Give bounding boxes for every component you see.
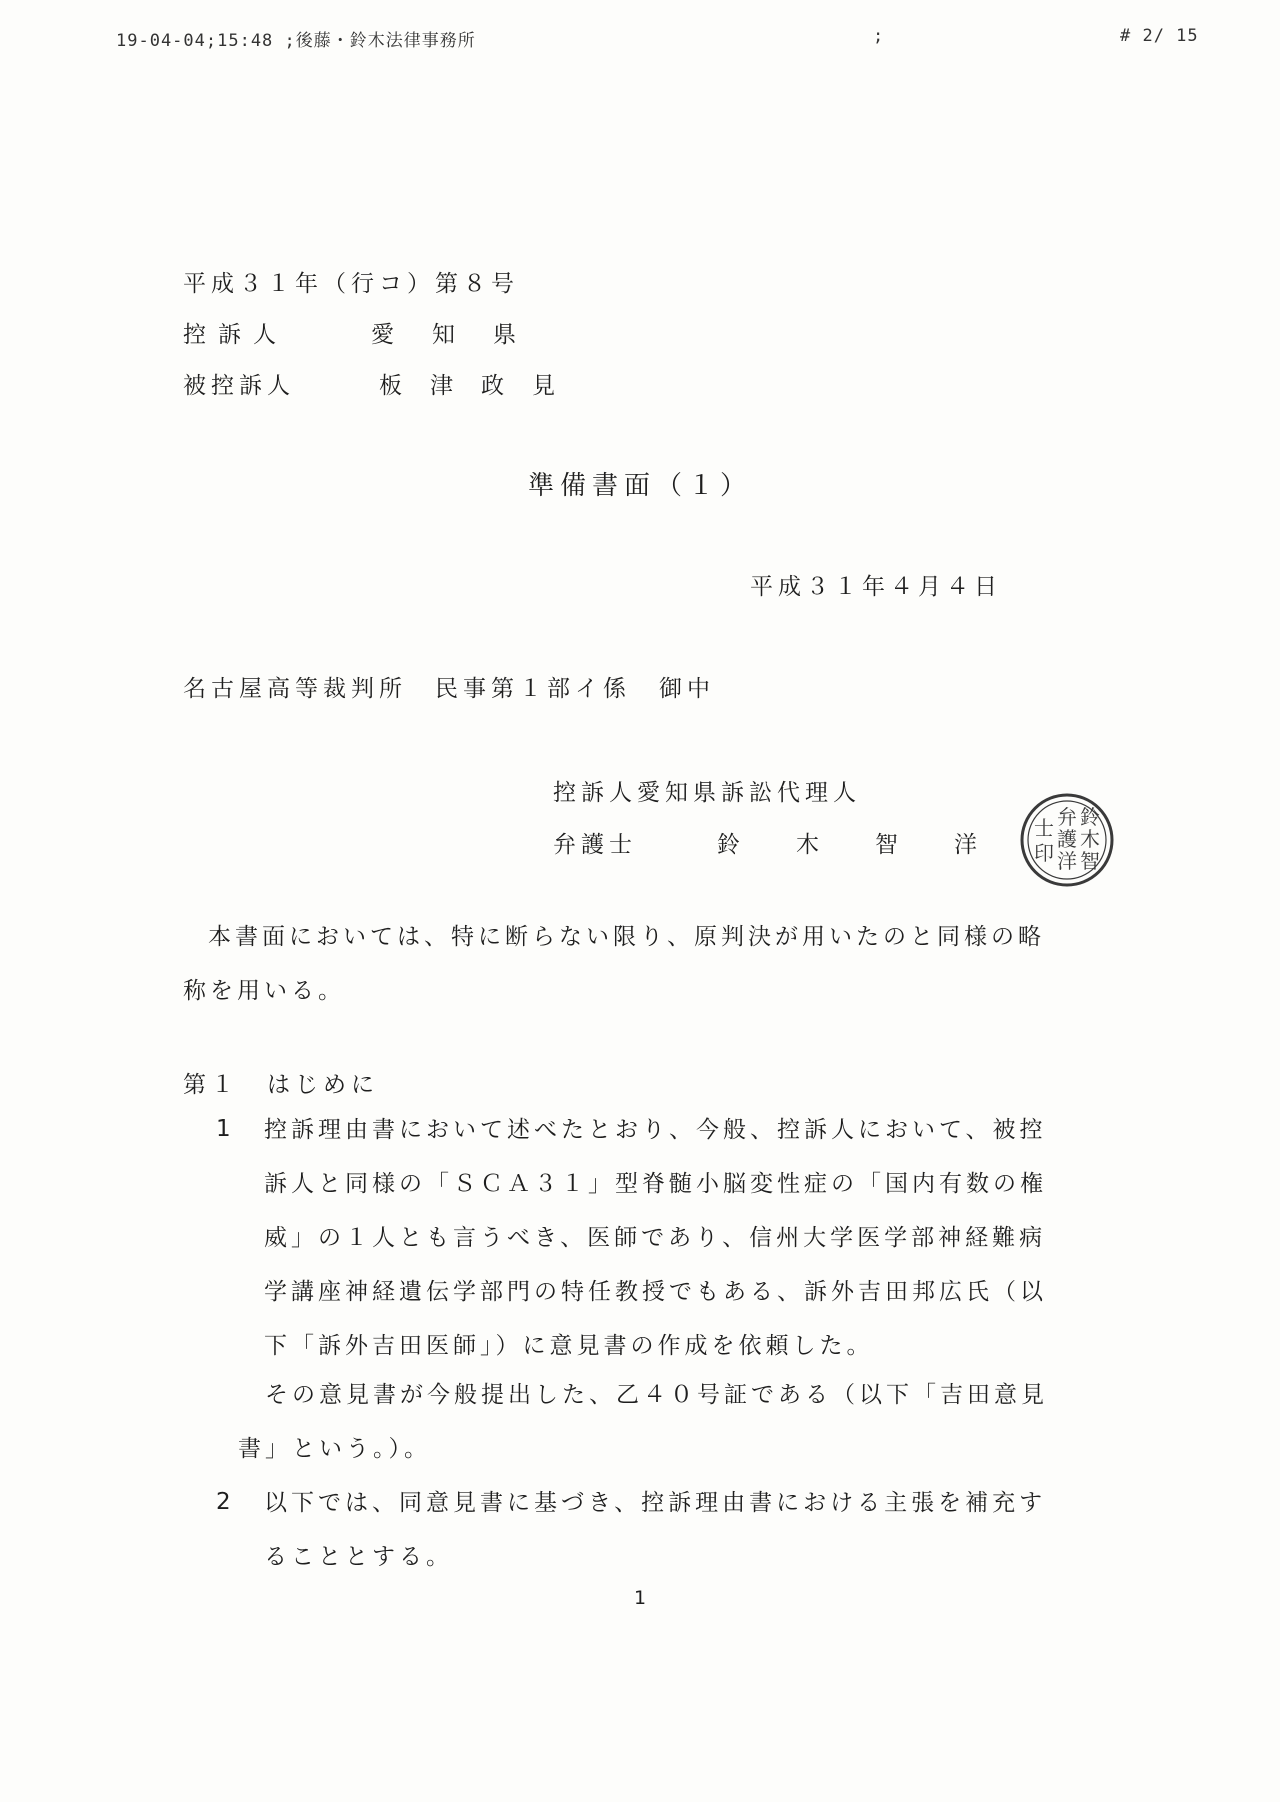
addressee-court: 名古屋高等裁判所 民事第１部イ係 御中 — [183, 676, 715, 702]
svg-text:護: 護 — [1057, 827, 1077, 851]
lawyer-title: 弁護士 — [553, 832, 637, 858]
svg-text:鈴: 鈴 — [1080, 805, 1100, 829]
item-number: 1 — [216, 1116, 231, 1142]
fax-header-page-count: # 2/ 15 — [1120, 26, 1199, 46]
page-number: 1 — [633, 1587, 647, 1609]
agent-label: 控訴人愛知県訴訟代理人 — [553, 780, 861, 806]
item-text: 以下では、同意見書に基づき、控訴理由書における主張を補充することとする。 — [264, 1490, 1047, 1570]
document-date: 平成３１年４月４日 — [750, 574, 1002, 600]
section-heading: 第１ はじめに — [183, 1072, 379, 1098]
svg-text:洋: 洋 — [1057, 849, 1077, 873]
svg-text:木: 木 — [1080, 827, 1100, 851]
party-role: 控訴人 — [183, 322, 288, 348]
lawyer-signature — [553, 826, 1033, 859]
item-continuation: その意見書が今般提出した、乙４０号証である（以下「吉田意見書」という。）。 — [238, 1382, 1048, 1462]
svg-text:印: 印 — [1034, 841, 1054, 865]
svg-text:士: 士 — [1034, 816, 1054, 840]
item-number: 2 — [216, 1489, 231, 1515]
svg-text:弁: 弁 — [1057, 805, 1077, 829]
party-name: 板津政見 — [379, 373, 583, 399]
lawyer-seal-stamp — [1017, 790, 1117, 890]
lawyer-name: 鈴木智洋 — [717, 832, 1033, 858]
fax-header-separator: ; — [873, 26, 885, 46]
svg-text:智: 智 — [1080, 849, 1100, 873]
party-name: 愛知県 — [371, 322, 554, 348]
fax-header-sender: 19-04-04;15:48 ;後藤・鈴木法律事務所 — [116, 31, 476, 51]
item-text: 控訴理由書において述べたとおり、今般、控訴人において、被控訴人と同様の「ＳＣＡ３１」型脊髄小脳変性症の「国内有数の権威」の１人とも言うべき、医師であり、信州大学医学部神経難病学講座神経遺伝学部門の特任教授でもある、訴外吉田邦広氏（以下「訴外吉田医師」）に意見書の作成を依頼した。 — [264, 1117, 1047, 1359]
party-appellee — [183, 367, 583, 400]
case-number: 平成３１年（行コ）第８号 — [183, 271, 519, 297]
party-appellant — [183, 316, 554, 349]
party-role: 被控訴人 — [183, 373, 295, 399]
intro-paragraph: 本書面においては、特に断らない限り、原判決が用いたのと同様の略称を用いる。 — [183, 924, 1045, 1004]
document-title: 準備書面（１） — [527, 471, 752, 501]
